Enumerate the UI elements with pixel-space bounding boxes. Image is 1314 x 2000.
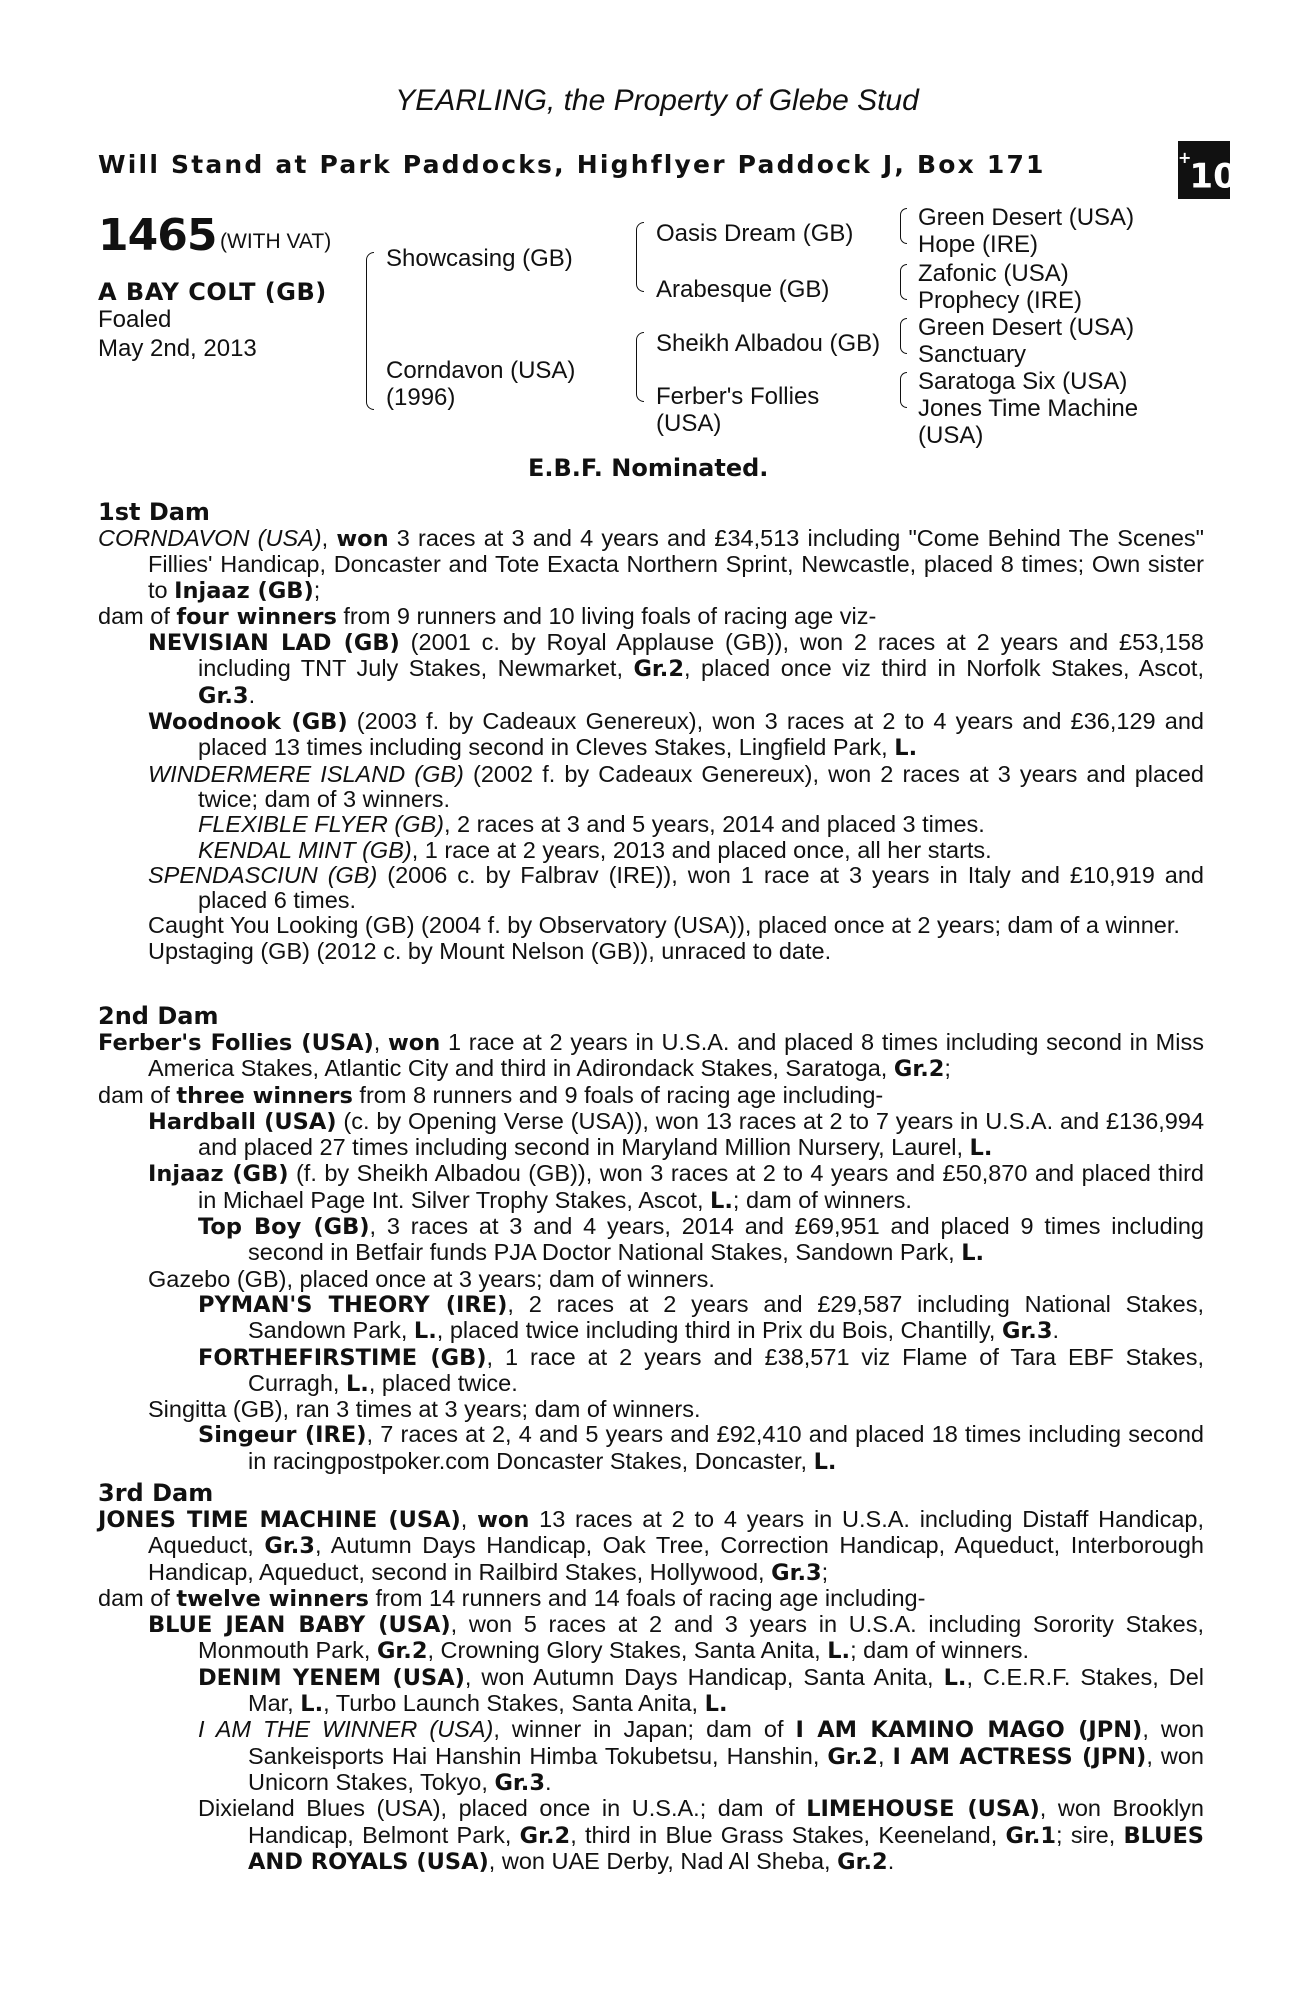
brace-dam (636, 332, 644, 402)
text-run: (2001 c. by Royal Applause (GB)), won 2 races at 2 years and £53,158 including TNT July Stakes, Newmarket, (198, 629, 1204, 682)
text-run: , winner in Japan; dam of (493, 1716, 796, 1743)
text-run: ; (944, 1055, 951, 1082)
first-dam-section (98, 500, 1204, 964)
grandproduce-entry (98, 1717, 1204, 1796)
dam-record (98, 1030, 1204, 1083)
text-run: Singitta (GB), ran 3 times at 3 years; dam of winners. (148, 1396, 701, 1423)
bold-run: Gr.2 (376, 1638, 428, 1665)
bold-run: I AM KAMINO MAGO (JPN) (795, 1717, 1143, 1744)
bold-run: BLUE JEAN BABY (USA) (148, 1612, 451, 1639)
text-run: ; (313, 576, 321, 603)
text-run: . (545, 1768, 552, 1795)
bold-run: Gr.3 (771, 1559, 822, 1586)
second-dam-section (98, 1004, 1204, 1475)
bold-run: won (336, 526, 389, 552)
text-run: 13 races at 2 to 4 years in U.S.A. including Distaff Handicap, Aqueduct, (148, 1506, 1204, 1559)
italic-run: FLEXIBLE FLYER (GB) (198, 811, 444, 838)
bold-run: Singeur (IRE) (198, 1422, 367, 1449)
bold-run: L. (704, 1691, 728, 1718)
dam-record (98, 1507, 1204, 1586)
bold-run: JONES TIME MACHINE (USA) (98, 1507, 461, 1533)
ped-dam-dam-line1: Ferber's Follies (656, 383, 820, 410)
produce-entry (98, 630, 1204, 709)
produce-entry (98, 1109, 1204, 1162)
bold-run: Gr.2 (827, 1743, 878, 1770)
text-run: 3 races at 3 and 4 years and £34,513 including "Come Behind The Scenes" Fillies' Handicap, Doncaster and Tote Exacta Northern Sprint, Newcastle, placed 8 times; Own sister to (148, 525, 1205, 603)
text-run: , placed once viz third in Norfolk Stakes, Ascot, (684, 655, 1204, 682)
bold-run: L. (827, 1638, 851, 1665)
bold-run: L. (894, 735, 918, 762)
text-run: ; dam of winners. (732, 1186, 912, 1213)
brace-g34 (900, 264, 907, 300)
bold-run: three winners (176, 1082, 353, 1109)
text-run: , won Sankeisports Hai Hanshin Himba Tokubetsu, Hanshin, (248, 1716, 1205, 1769)
text-run: , placed twice including third in Prix du Bois, Chantilly, (436, 1317, 1002, 1344)
bold-run: L. (969, 1135, 993, 1162)
text-run: ; sire, (1056, 1821, 1124, 1848)
bold-run: Gr.3 (264, 1533, 315, 1560)
text-run: , (877, 1742, 893, 1769)
produce-entry (98, 1161, 1204, 1214)
bold-run: PYMAN'S THEORY (IRE) (198, 1291, 508, 1318)
italic-run: CORNDAVON (USA) (98, 525, 322, 551)
text-run: , 7 races at 2, 4 and 5 years and £92,410 and placed 18 times including second in racingpostpoker.com Doncaster Stakes, Doncaster, (248, 1421, 1204, 1474)
produce-summary (98, 1586, 1204, 1612)
ped-sire-sire: Oasis Dream (GB) (656, 220, 854, 247)
bold-run: NEVISIAN LAD (GB) (148, 630, 400, 657)
location-line: Will Stand at Park Paddocks, Highflyer Paddock J, Box 171 (98, 150, 1046, 179)
bold-run: Injaaz (GB) (174, 577, 314, 604)
text-run: ; (821, 1558, 829, 1585)
bold-run: Injaaz (GB) (148, 1161, 289, 1188)
ped-g2: Hope (IRE) (918, 231, 1039, 258)
text-run: Upstaging (GB) (2012 c. by Mount Nelson (GB)), unraced to date. (148, 937, 832, 964)
produce-entry (98, 939, 1204, 964)
bold-run: won (388, 1030, 441, 1056)
ebf-note: E.B.F. Nominated. (528, 454, 769, 482)
text-run: 1 race at 2 years in U.S.A. and placed 8 times including second in Miss America Stakes, Atlantic City and third in Adirondack Stakes, Saratoga, (148, 1029, 1204, 1082)
text-run: , (321, 525, 337, 551)
vat-label: (WITH VAT) (220, 230, 332, 253)
foaled-date: May 2nd, 2013 (98, 335, 257, 362)
bold-run: Gr.3 (494, 1769, 545, 1796)
bold-run: Gr.2 (633, 656, 684, 683)
brace-g56 (900, 318, 907, 354)
bold-run: DENIM YENEM (USA) (198, 1664, 465, 1691)
bold-run: Gr.2 (837, 1848, 888, 1875)
ped-g3: Zafonic (USA) (918, 260, 1069, 287)
text-run: , placed twice. (368, 1369, 518, 1396)
bold-run: L. (943, 1664, 967, 1691)
brace-sire (636, 222, 644, 292)
bold-run: L. (961, 1240, 985, 1267)
page-title: YEARLING, the Property of Glebe Stud (395, 84, 919, 117)
vat-badge (1178, 141, 1237, 199)
text-run: , 1 race at 2 years and £38,571 viz Flame of Tara EBF Stakes, Curragh, (248, 1343, 1204, 1396)
section-heading: 1st Dam (98, 498, 210, 526)
text-run: , won Autumn Days Handicap, Santa Anita, (464, 1663, 944, 1690)
text-run: , (373, 1029, 389, 1055)
text-run: , 2 races at 3 and 5 years, 2014 and placed 3 times. (443, 811, 985, 838)
italic-run: SPENDASCIUN (GB) (148, 861, 378, 888)
bold-run: Hardball (USA) (148, 1108, 337, 1135)
bold-run: Gr.2 (893, 1056, 945, 1083)
text-run: , Turbo Launch Stakes, Santa Anita, (323, 1690, 705, 1717)
text-run: , won Unicorn Stakes, Tokyo, (248, 1742, 1204, 1795)
ped-dam-dam-line2: (USA) (656, 410, 722, 437)
ped-g8-line2: (USA) (918, 422, 984, 449)
produce-entry (98, 913, 1204, 938)
bold-run: L. (300, 1691, 324, 1718)
italic-run: I AM THE WINNER (USA) (198, 1716, 494, 1743)
text-run: from 8 runners and 9 foals of racing age including- (352, 1081, 884, 1108)
bold-run: Gr.2 (519, 1822, 571, 1849)
ped-g1: Green Desert (USA) (918, 204, 1135, 231)
italic-run: KENDAL MINT (GB) (198, 836, 412, 863)
text-run: dam of (98, 1584, 177, 1611)
bold-run: LIMEHOUSE (USA) (806, 1796, 1040, 1823)
ped-sire: Showcasing (GB) (386, 245, 573, 272)
section-heading: 2nd Dam (98, 1002, 219, 1030)
ped-g5: Green Desert (USA) (918, 314, 1135, 341)
ped-g7: Saratoga Six (USA) (918, 368, 1128, 395)
text-run: Dixieland Blues (USA), placed once in U.S.A.; dam of (198, 1795, 807, 1822)
lot-number: 1465 (98, 210, 217, 261)
bold-run: won (477, 1507, 530, 1533)
bold-run: Gr.1 (1005, 1822, 1057, 1849)
produce-summary (98, 604, 1204, 630)
text-run: , 2 races at 2 years and £29,587 including National Stakes, Sandown Park, (248, 1290, 1205, 1344)
produce-entry (98, 863, 1204, 914)
grandproduce-entry (98, 1422, 1204, 1475)
grandproduce-entry (98, 812, 1204, 837)
text-run: , 1 race at 2 years, 2013 and placed once, all her starts. (411, 836, 992, 863)
grandproduce-entry (98, 1214, 1204, 1267)
bold-run: twelve winners (176, 1585, 369, 1612)
text-run: dam of (98, 1081, 177, 1108)
produce-entry (98, 709, 1204, 762)
text-run: , won Brooklyn Handicap, Belmont Park, (248, 1795, 1204, 1848)
badge-number: 10 (1189, 156, 1237, 197)
bold-run: Top Boy (GB) (198, 1214, 370, 1241)
text-run: . (887, 1847, 895, 1874)
brace-g78 (900, 372, 907, 408)
produce-entry (98, 1612, 1204, 1665)
text-run: Gazebo (GB), placed once at 3 years; dam of winners. (148, 1265, 715, 1292)
produce-summary (98, 1083, 1204, 1109)
bold-run: L. (413, 1318, 437, 1345)
text-run: . (248, 681, 256, 708)
ped-dam-line2: (1996) (386, 384, 456, 411)
text-run: from 9 runners and 10 living foals of racing age viz- (336, 602, 877, 629)
text-run: , Crowning Glory Stakes, Santa Anita, (427, 1637, 828, 1664)
text-run: (c. by Opening Verse (USA)), won 13 races at 2 to 7 years in U.S.A. and £136,994 and placed 27 times including second in Maryland Million Nursery, Laurel, (198, 1107, 1205, 1161)
text-run: Caught You Looking (GB) (2004 f. by Observatory (USA)), placed once at 2 years; dam of a winner. (148, 912, 1180, 939)
bold-run: I AM ACTRESS (JPN) (892, 1743, 1147, 1770)
foaled-info (98, 305, 257, 363)
brace-g12 (900, 208, 907, 244)
text-run: dam of (98, 602, 177, 629)
bold-run: L. (813, 1448, 837, 1475)
produce-entry (98, 762, 1204, 813)
text-run: . (1052, 1317, 1060, 1344)
grandproduce-entry (98, 1665, 1204, 1718)
ped-g4: Prophecy (IRE) (918, 287, 1083, 314)
bold-run: FORTHEFIRSTIME (GB) (198, 1344, 487, 1371)
ped-dam-sire: Sheikh Albadou (GB) (656, 330, 881, 357)
text-run: , C.E.R.F. Stakes, Del Mar, (248, 1663, 1204, 1717)
text-run: , 3 races at 3 and 4 years, 2014 and £69,951 and placed 9 times including second in Betfair funds PJA Doctor National Stakes, Sandown Park, (248, 1213, 1204, 1266)
grandproduce-entry (98, 1292, 1204, 1345)
lot-description: A BAY COLT (GB) (98, 278, 327, 306)
bold-run: L. (710, 1187, 733, 1214)
text-run: (2002 f. by Cadeaux Genereux), won 2 races at 3 years and placed twice; dam of 3 winners. (198, 760, 1204, 812)
bold-run: Ferber's Follies (USA) (98, 1030, 374, 1056)
text-run: (2003 f. by Cadeaux Genereux), won 3 races at 2 to 4 years and £36,129 and placed 13 times including second in Cleves Stakes, Lingfield Park, (198, 708, 1204, 761)
ped-g8-line1: Jones Time Machine (918, 395, 1139, 422)
text-run: ; dam of winners. (850, 1637, 1030, 1664)
section-heading: 3rd Dam (98, 1479, 214, 1507)
text-run: , won UAE Derby, Nad Al Sheba, (488, 1847, 838, 1874)
ped-sire-dam: Arabesque (GB) (656, 276, 830, 303)
text-run: (f. by Sheikh Albadou (GB)), won 3 races at 2 to 4 years and £50,870 and placed third in Michael Page Int. Silver Trophy Stakes, Ascot, (198, 1160, 1204, 1213)
grandproduce-entry (98, 1345, 1204, 1398)
text-run: , third in Blue Grass Stakes, Keeneland, (570, 1821, 1006, 1848)
bold-run: BLUES AND ROYALS (USA) (248, 1822, 1205, 1875)
produce-entry (98, 1397, 1204, 1422)
text-run: , Autumn Days Handicap, Oak Tree, Correction Handicap, Aqueduct, Interborough Handicap, Aqueduct, second in Railbird Stakes, Hollywood, (148, 1532, 1205, 1585)
bold-run: L. (345, 1370, 369, 1397)
bold-run: Gr.3 (198, 682, 249, 709)
grandproduce-entry (98, 838, 1204, 863)
dam-record (98, 526, 1204, 604)
foaled-label: Foaled (98, 306, 172, 333)
ped-g6: Sanctuary (918, 341, 1027, 368)
third-dam-section (98, 1481, 1204, 1875)
text-run: , won 5 races at 2 and 3 years in U.S.A. including Sorority Stakes, Monmouth Park, (198, 1611, 1204, 1664)
bold-run: Woodnook (GB) (148, 709, 348, 736)
italic-run: WINDERMERE ISLAND (GB) (148, 760, 464, 787)
produce-entry (98, 1267, 1204, 1292)
text-run: (2006 c. by Falbrav (IRE)), won 1 race at 3 years in Italy and £10,919 and placed 6 times. (198, 861, 1204, 914)
bold-run: Gr.3 (1001, 1318, 1053, 1345)
grandproduce-entry (98, 1796, 1204, 1875)
text-run: from 14 runners and 14 foals of racing age including- (368, 1584, 926, 1611)
ped-dam-line1: Corndavon (USA) (386, 357, 576, 384)
bold-run: four winners (176, 603, 337, 630)
text-run: , (460, 1506, 478, 1532)
brace-parents (366, 252, 374, 410)
badge-plus: + (1178, 148, 1192, 167)
